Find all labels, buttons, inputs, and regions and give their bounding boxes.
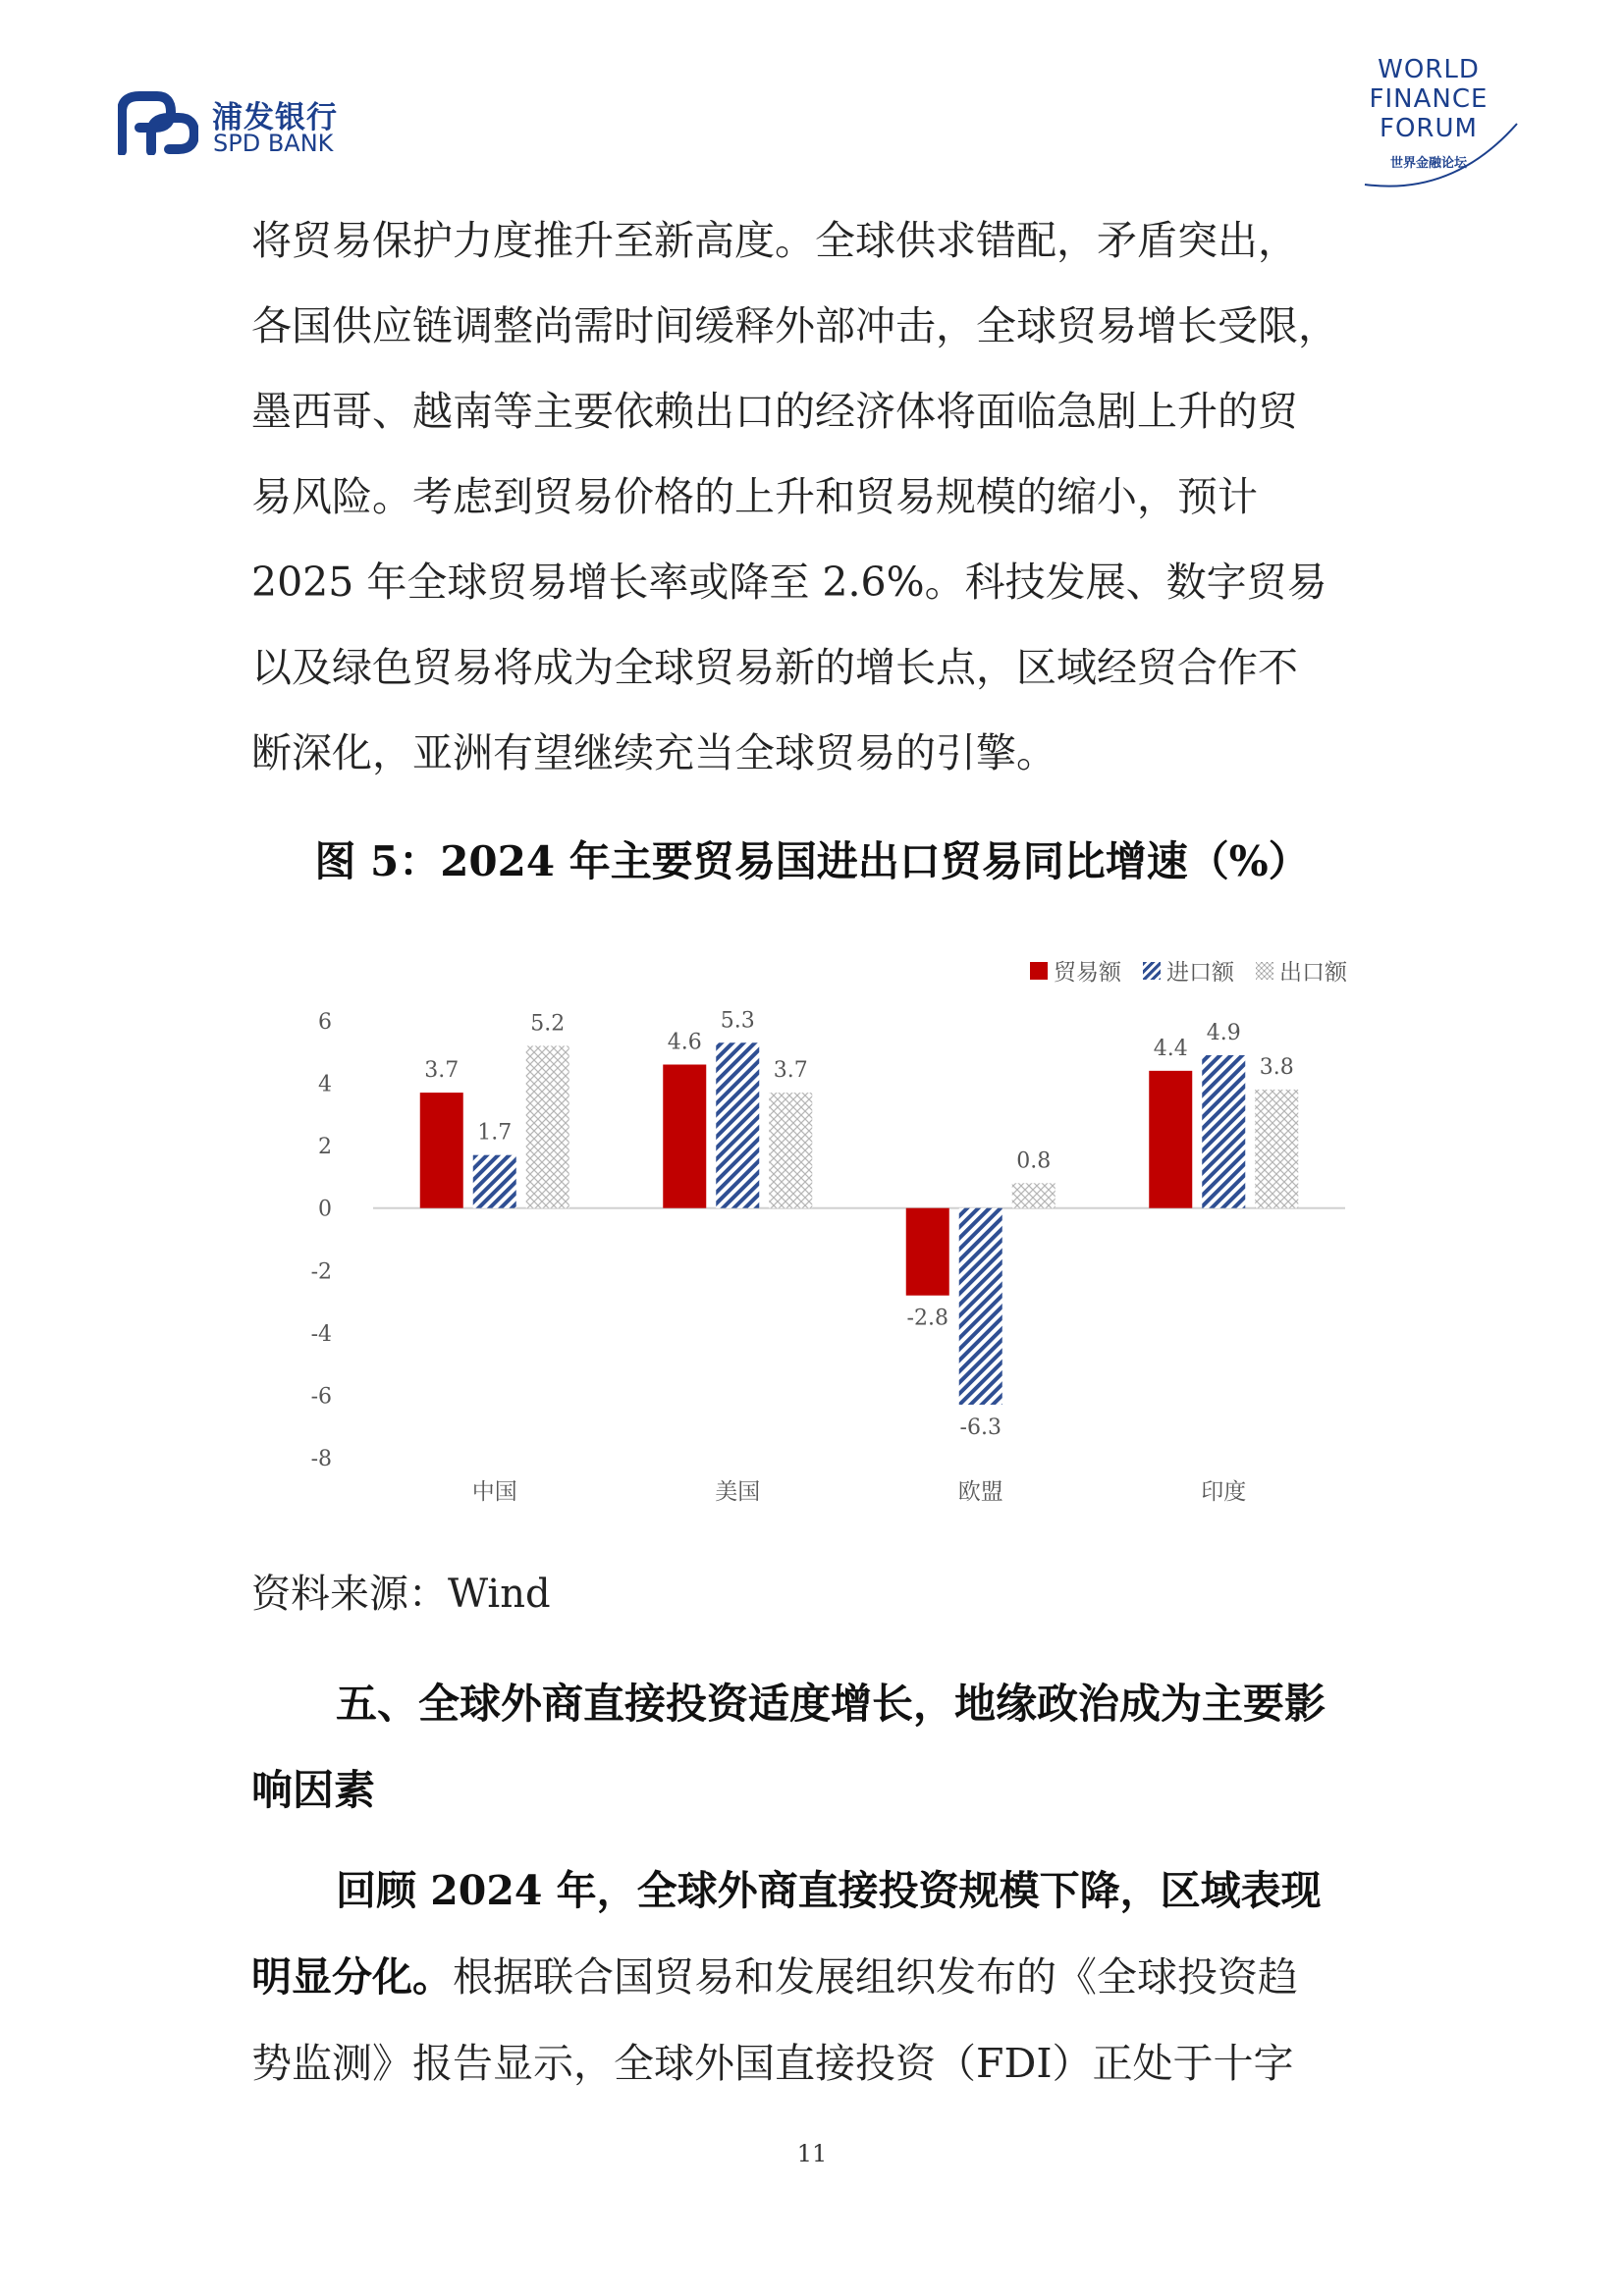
data-label: -6.3: [959, 1415, 1001, 1440]
x-category-label: 欧盟: [957, 1479, 1003, 1505]
bar-export: [769, 1093, 812, 1208]
paragraph-line: 各国供应链调整尚需时间缓释外部冲击，全球贸易增长受限，: [251, 302, 1338, 349]
bar-import: [959, 1208, 1002, 1405]
forum-swoosh-icon: [1345, 114, 1532, 192]
data-label: 5.3: [720, 1008, 755, 1034]
y-tick-label: 6: [318, 1010, 332, 1035]
data-label: 1.7: [477, 1120, 513, 1146]
body-paragraph: [251, 198, 1410, 796]
legend-label-import: 进口额: [1166, 960, 1234, 986]
paragraph-line: 断深化，亚洲有望继续充当全球贸易的引擎。: [251, 729, 1056, 776]
x-category-label: 美国: [715, 1479, 761, 1505]
figure-title: 图 5：2024 年主要贸易国进出口贸易同比增速（%）: [314, 837, 1310, 885]
y-tick-label: -4: [310, 1321, 332, 1347]
legend-label-export: 出口额: [1279, 960, 1347, 986]
forum-line-3: FORUM: [1380, 114, 1478, 143]
legend-item-trade: [1030, 954, 1121, 987]
bar-import: [473, 1155, 516, 1208]
section-paragraph: [251, 1847, 1410, 2107]
x-category-label: 中国: [471, 1479, 517, 1505]
data-label: 4.6: [667, 1030, 702, 1055]
bar-trade: [906, 1208, 949, 1296]
world-finance-forum-logo: [1345, 55, 1532, 192]
bar-import: [716, 1042, 759, 1207]
legend-swatch-export: [1256, 962, 1273, 980]
y-tick-label: 0: [318, 1197, 332, 1222]
section-heading: [251, 1661, 1410, 1834]
paragraph-lead-bold: 回顾 2024 年，全球外商直接投资规模下降，区域表现: [336, 1867, 1322, 1914]
y-tick-label: -6: [310, 1384, 332, 1410]
bar-export: [1255, 1090, 1298, 1208]
paragraph-line: 2025 年全球贸易增长率或降至 2.6%。科技发展、数字贸易: [251, 559, 1327, 606]
bank-name-cn: 浦发银行: [212, 100, 338, 135]
legend-item-import: [1143, 954, 1234, 987]
heading-line: 响因素: [251, 1766, 376, 1814]
paragraph-line: 以及绿色贸易将成为全球贸易新的增长点，区域经贸合作不: [251, 644, 1298, 691]
page-number: 11: [796, 2140, 828, 2167]
trade-growth-chart: [295, 923, 1375, 1512]
data-label: 4.4: [1153, 1036, 1188, 1061]
chart-legend: [1030, 954, 1347, 987]
data-label: -2.8: [906, 1306, 948, 1331]
bar-trade: [1149, 1071, 1192, 1208]
legend-label-trade: 贸易额: [1054, 960, 1121, 986]
forum-line-2: FINANCE: [1369, 84, 1489, 114]
data-label: 0.8: [1016, 1148, 1052, 1174]
data-label: 3.8: [1259, 1054, 1294, 1080]
legend-swatch-trade: [1030, 962, 1048, 980]
bar-import: [1202, 1055, 1245, 1208]
data-label: 4.9: [1206, 1020, 1241, 1045]
heading-line: 五、全球外商直接投资适度增长，地缘政治成为主要影: [336, 1680, 1326, 1728]
data-label: 3.7: [773, 1058, 808, 1084]
y-tick-label: -8: [310, 1447, 332, 1471]
bank-name-en: SPD BANK: [213, 130, 334, 157]
forum-line-1: WORLD: [1378, 55, 1480, 84]
bar-export: [526, 1045, 569, 1207]
paragraph-line: 将贸易保护力度推升至新高度。全球供求错配，矛盾突出，: [251, 217, 1298, 264]
chart-plot: [295, 923, 1375, 1512]
forum-name-cn: 世界金融论坛: [1389, 156, 1467, 171]
data-label: 5.2: [530, 1011, 566, 1037]
paragraph-line-3: 势监测》报告显示，全球外国直接投资（FDI）正处于十字: [251, 2040, 1294, 2087]
paragraph-text-fragment: 根据联合国贸易和发展组织发布的《全球投资趋: [453, 1953, 1298, 2001]
y-tick-label: 4: [318, 1072, 332, 1097]
x-category-label: 印度: [1201, 1479, 1247, 1505]
bar-trade: [663, 1065, 706, 1208]
data-source-note: 资料来源：Wind: [251, 1572, 551, 1617]
legend-item-export: [1256, 954, 1347, 987]
paragraph-line-2: [251, 1934, 1410, 2020]
data-label: 3.7: [424, 1058, 460, 1084]
bar-export: [1012, 1183, 1056, 1207]
spd-logo-mark-icon: [118, 90, 198, 155]
paragraph-bold-fragment: 明显分化。: [251, 1953, 453, 2001]
y-tick-label: -2: [310, 1259, 332, 1285]
paragraph-line: 易风险。考虑到贸易价格的上升和贸易规模的缩小，预计: [251, 473, 1258, 520]
bar-trade: [420, 1093, 463, 1208]
paragraph-line: 墨西哥、越南等主要依赖出口的经济体将面临急剧上升的贸: [251, 388, 1298, 435]
y-tick-label: 2: [318, 1135, 332, 1160]
legend-swatch-import: [1143, 962, 1161, 980]
